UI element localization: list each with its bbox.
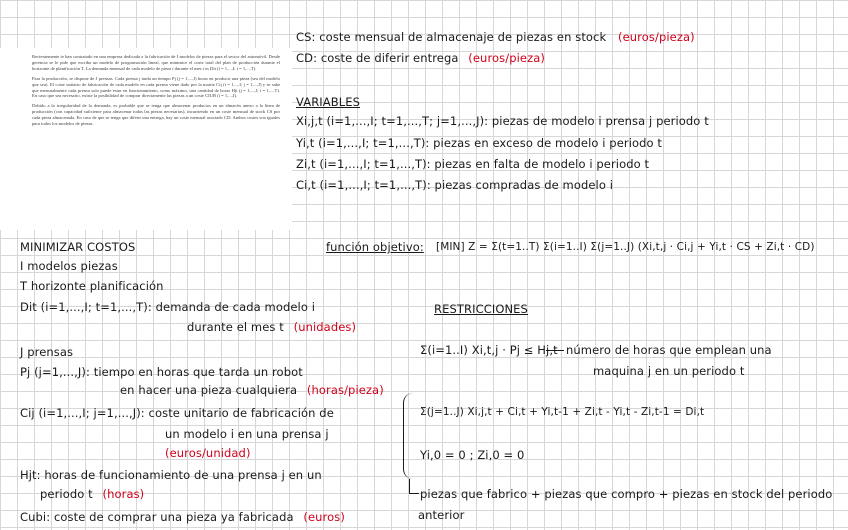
restriction-initial: Yi,0 = 0 ; Zi,0 = 0 (420, 448, 525, 462)
cs-unit: (euros/pieza) (618, 30, 695, 44)
statement-paragraph-1: Recientemente te han contratado en una empresa dedicada a la fabricación de I modelos de piezas para el sector del automóvil. Desde gerencia se le pide que escriba un modelo de programación lineal, que minimice el coste total del plan de producción durante el horizonte de planificación T. La demanda mensual de cada modelo de pieza i durante el mes t es Dit (i = 1,...,I; t = 1,...,T). (32, 54, 280, 71)
cd-unit: (euros/pieza) (468, 51, 545, 65)
balance-brace (403, 393, 414, 479)
restriction-hours: Σ(i=1..I) Xi,t,j · Pj ≤ Hj,t (420, 343, 558, 357)
note-dit-cont (187, 320, 356, 334)
cd-definition (296, 51, 545, 65)
note-hjt-text2: periodo t (40, 487, 93, 501)
statement-paragraph-2: Para la producción, se dispone de J prensas. Cada prensa j tarda un tiempo Pj (j = 1,...,J) horas en producir una pieza (sea del modelo que sea). El coste unitario de fabricación de cada modelo en cada prensa viene dado por la matriz Cij (i = 1,...,I; j = 1,...,J) y se sabe que mensualmente cada prensa solo puede estar en funcionamiento, como máximo, una cantidad de horas Hjt (j = 1,...,J; t = 1,...,T). En caso que sea necesario, existe la posibilidad de comprar directamente las piezas a un coste CIUB (i = 1,...,I). (32, 75, 280, 99)
note-dit-text2: durante el mes t (187, 320, 284, 334)
cs-definition (296, 30, 695, 44)
note-pj-cont (120, 383, 384, 397)
note-pj-text2: en hacer una pieza cualquiera (120, 383, 298, 397)
note-pj-unit: (horas/pieza) (306, 383, 384, 397)
note-presses: J prensas (20, 345, 74, 359)
restriction-hours-arrow (546, 350, 564, 351)
note-cubi-text: Cubi: coste de comprar una pieza ya fabricada (20, 510, 294, 524)
note-dit: Dit (i=1,...,I; t=1,...,T): demanda de cada modelo i (20, 300, 316, 314)
note-cij-unit: (euros/unidad) (165, 446, 251, 460)
balance-note: piezas que fabrico + piezas que compro + piezas en stock del periodo (420, 487, 833, 501)
note-models: I modelos piezas (20, 259, 118, 273)
restriction-balance: Σ(j=1..J) Xi,j,t + Ci,t + Yi,t-1 + Zi,t - Yi,t - Zi,t-1 = Di,t (420, 406, 705, 418)
note-dit-unit: (unidades) (293, 320, 357, 334)
statement-paragraph-3: Debido a la irregularidad de la demanda, es probable que se tenga que almacenar productos en un almacén anexo a la línea de producción (con capacidad suficiente para almacenar todas las piezas necesarias), incurriendo en un coste mensual de stock CS por cada pieza almacenada. En caso de que se tenga que diferir una entrega, hay un coste mensual asociado CD. Ambos costes son iguales para todos los modelos de piezas. (32, 103, 280, 127)
restrictions-heading: RESTRICCIONES (434, 302, 528, 316)
balance-arrow (409, 493, 419, 494)
minimize-title: MINIMIZAR COSTOS (20, 240, 136, 254)
note-cij: Cij (i=1,...,I; j=1,...,J): coste unitario de fabricación de (20, 406, 334, 420)
objective-label: función objetivo: (326, 240, 424, 254)
note-hjt-cont (40, 487, 144, 501)
restriction-hours-note-cont: maquina j en un periodo t (593, 364, 745, 378)
restriction-hours-note: número de horas que emplean una (566, 343, 772, 357)
problem-statement (0, 48, 292, 230)
note-hjt: Hjt: horas de funcionamiento de una prensa j en un (20, 468, 322, 482)
note-cubi (20, 510, 345, 524)
balance-note-cont: anterior (418, 508, 465, 522)
note-horizon: T horizonte planificación (20, 279, 164, 293)
variable-z: Zi,t (i=1,...,I; t=1,...,T): piezas en falta de modelo i periodo t (296, 157, 650, 171)
cd-text: CD: coste de diferir entrega (296, 51, 459, 65)
balance-connector (409, 479, 410, 493)
note-pj: Pj (j=1,...,J): tiempo en horas que tarda un robot (20, 365, 303, 379)
cs-text: CS: coste mensual de almacenaje de piezas en stock (296, 30, 607, 44)
variable-c: Ci,t (i=1,...,I; t=1,...,T): piezas compradas de modelo i (296, 178, 614, 192)
objective-formula: [MIN] Z = Σ(t=1..T) Σ(i=1..I) Σ(j=1..J) (Xi,t,j · Ci,j + Yi,t · CS + Zi,t · CD) (436, 241, 815, 253)
variable-y: Yi,t (i=1,...,I; t=1,...,T): piezas en exceso de modelo i periodo t (296, 136, 663, 150)
note-cij-cont: un modelo i en una prensa j (165, 427, 329, 441)
note-cubi-unit: (euros) (303, 510, 345, 524)
note-hjt-unit: (horas) (102, 487, 145, 501)
variables-heading: VARIABLES (296, 95, 361, 109)
variable-x: Xi,j,t (i=1,...,I; t=1,...,T; j=1,...,J): piezas de modelo i prensa j periodo t (296, 114, 709, 128)
